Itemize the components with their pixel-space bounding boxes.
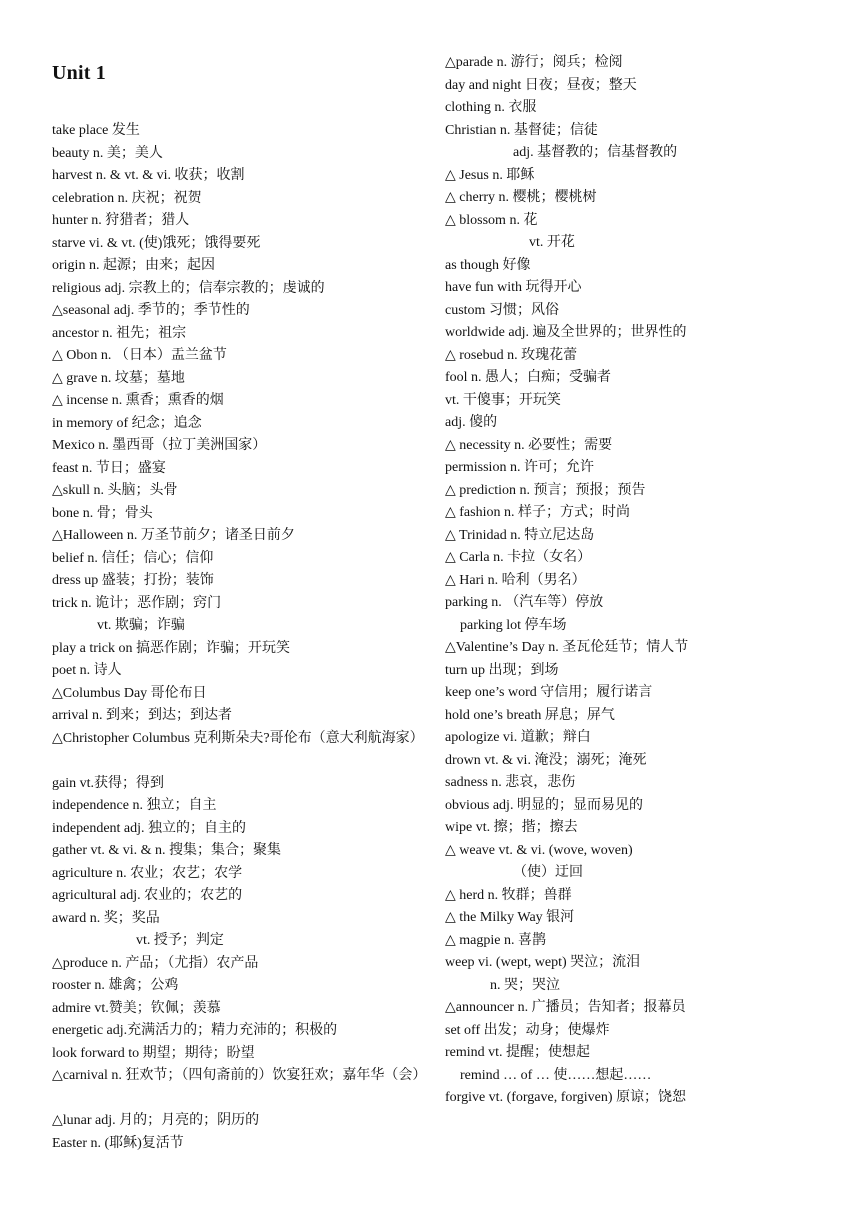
vocab-entry: △ Trinidad n. 特立尼达岛: [445, 527, 595, 543]
vocab-entry: clothing n. 衣服: [445, 100, 537, 115]
unit-title: Unit 1: [52, 62, 106, 84]
vocab-entry: independence n. 独立；自主: [52, 798, 217, 813]
vocab-entry: forgive vt. (forgave, forgiven) 原谅；饶恕: [445, 1090, 687, 1105]
vocab-entry: hunter n. 狩猎者；猎人: [52, 213, 190, 228]
vocab-entry: remind … of … 使……想起……: [460, 1067, 652, 1083]
vocab-entry: admire vt.赞美；钦佩；羡慕: [52, 1000, 221, 1016]
vocab-entry: play a trick on 搞恶作剧；诈骗；开玩笑: [52, 640, 290, 656]
vocab-entry: obvious adj. 明显的；显而易见的: [445, 797, 643, 813]
vocab-entry: △ weave vt. & vi. (wove, woven): [445, 842, 633, 858]
vocab-entry: vt. 开花: [529, 235, 575, 250]
vocab-entry: vt. 干傻事；开玩笑: [445, 392, 561, 408]
vocab-entry: △lunar adj. 月的；月亮的；阴历的: [52, 1113, 260, 1128]
vocab-entry: have fun with 玩得开心: [445, 280, 582, 295]
vocab-entry: vt. 授予；判定: [136, 933, 224, 948]
vocab-entry: parking lot 停车场: [460, 617, 567, 633]
vocab-entry: energetic adj.充满活力的；精力充沛的；积极的: [52, 1023, 338, 1038]
vocab-entry: adj. 基督教的；信基督教的: [513, 145, 678, 160]
vocab-entry: award n. 奖；奖品: [52, 910, 160, 926]
vocab-entry: ancestor n. 祖先；祖宗: [52, 325, 187, 341]
vocab-entry: keep one’s word 守信用；履行诺言: [445, 685, 653, 700]
vocab-entry: △carnival n. 狂欢节；（四旬斋前的）饮宴狂欢；嘉年华（会）: [52, 1068, 427, 1083]
vocab-entry: △Valentine’s Day n. 圣瓦伦廷节；情人节: [445, 640, 689, 655]
vocab-entry: parking n. （汽车等）停放: [445, 595, 604, 610]
vocab-entry: △ necessity n. 必要性；需要: [445, 437, 613, 453]
vocab-entry: independent adj. 独立的；自主的: [52, 820, 247, 836]
vocab-entry: weep vi. (wept, wept) 哭泣；流泪: [445, 955, 641, 970]
vocab-entry: △skull n. 头脑；头骨: [52, 483, 178, 498]
vocab-entry: gather vt. & vi. & n. 搜集；集合；聚集: [52, 843, 282, 858]
vocab-entry: in memory of 纪念；追念: [52, 415, 202, 431]
vocab-entry: agricultural adj. 农业的；农艺的: [52, 888, 243, 903]
vocab-entry: hold one’s breath 屏息；屏气: [445, 707, 615, 723]
vocab-entry: n. 哭；哭泣: [490, 977, 560, 993]
vocab-entry: look forward to 期望；期待；盼望: [52, 1045, 255, 1061]
vocab-entry: △ fashion n. 样子；方式；时尚: [445, 505, 630, 520]
vocab-entry: trick n. 诡计；恶作剧；窍门: [52, 595, 222, 611]
vocab-entry: gain vt.获得；得到: [52, 775, 164, 791]
vocab-entry: △ cherry n. 樱桃；樱桃树: [445, 190, 597, 205]
vocab-entry: starve vi. & vt. (使)饿死；饿得要死: [52, 235, 261, 251]
vocab-entry: sadness n. 悲哀，悲伤: [445, 775, 576, 790]
vocab-entry: △ Jesus n. 耶稣: [445, 167, 535, 183]
vocab-entry: bone n. 骨；骨头: [52, 505, 153, 521]
vocab-entry: △Christopher Columbus 克利斯朵夫?哥伦布（意大利航海家）: [52, 730, 424, 746]
vocab-entry: △ Obon n. （日本）盂兰盆节: [52, 348, 227, 363]
vocab-entry: △ Hari n. 哈利（男名）: [445, 572, 586, 588]
vocab-entry: beauty n. 美；美人: [52, 145, 163, 161]
vocab-entry: arrival n. 到来；到达；到达者: [52, 708, 233, 723]
vocab-entry: take place 发生: [52, 123, 140, 138]
vocab-entry: poet n. 诗人: [52, 663, 122, 678]
vocab-entry: △ grave n. 坟墓；墓地: [52, 370, 185, 386]
vocab-entry: religious adj. 宗教上的；信奉宗教的；虔诚的: [52, 280, 325, 296]
vocab-entry: △produce n. 产品；（尤指）农产品: [52, 955, 259, 971]
vocab-entry: △Columbus Day 哥伦布日: [52, 685, 207, 701]
vocab-entry: remind vt. 提醒；使想起: [445, 1045, 591, 1060]
vocab-entry: △Halloween n. 万圣节前夕；诸圣日前夕: [52, 528, 295, 543]
vocab-entry: vt. 欺骗；诈骗: [97, 618, 185, 633]
vocab-entry: agriculture n. 农业；农艺；农学: [52, 865, 243, 881]
vocab-entry: dress up 盛装；打扮；装饰: [52, 573, 214, 588]
vocab-entry: △seasonal adj. 季节的；季节性的: [52, 303, 250, 318]
vocab-entry: turn up 出现；到场: [445, 662, 559, 678]
vocab-entry: △ Carla n. 卡拉（女名）: [445, 550, 592, 565]
vocab-entry: △ rosebud n. 玫瑰花蕾: [445, 347, 578, 363]
vocab-entry: celebration n. 庆祝；祝贺: [52, 190, 202, 206]
vocab-entry: adj. 傻的: [445, 415, 498, 430]
vocab-entry: feast n. 节日；盛宴: [52, 460, 166, 476]
vocab-entry: rooster n. 雄禽；公鸡: [52, 978, 179, 993]
vocab-entry: origin n. 起源；由来；起因: [52, 258, 215, 273]
vocab-entry: apologize vi. 道歉；辩白: [445, 730, 591, 745]
vocab-entry: △ blossom n. 花: [445, 212, 538, 228]
vocab-entry: △parade n. 游行；阅兵；检阅: [445, 55, 623, 70]
vocab-entry: △ incense n. 熏香；熏香的烟: [52, 393, 224, 408]
vocab-entry: belief n. 信任；信心；信仰: [52, 550, 214, 566]
vocab-entry: custom 习惯；风俗: [445, 302, 559, 318]
vocab-entry: △ herd n. 牧群；兽群: [445, 887, 572, 903]
vocab-entry: set off 出发；动身；使爆炸: [445, 1022, 610, 1038]
vocab-entry: Mexico n. 墨西哥（拉丁美洲国家）: [52, 438, 267, 453]
vocab-entry: as though 好像: [445, 257, 531, 273]
vocab-entry: △ magpie n. 喜鹊: [445, 932, 546, 948]
vocab-entry: drown vt. & vi. 淹没；溺死；淹死: [445, 752, 647, 768]
vocab-entry: Easter n. (耶稣)复活节: [52, 1135, 184, 1151]
vocab-entry: wipe vt. 擦；揩；擦去: [445, 820, 578, 835]
vocab-entry: △announcer n. 广播员；告知者；报幕员: [445, 1000, 686, 1015]
vocab-entry: （使）迂回: [513, 865, 583, 880]
vocab-entry: worldwide adj. 遍及全世界的；世界性的: [445, 325, 687, 340]
vocab-entry: △ prediction n. 预言；预报；预告: [445, 482, 646, 498]
vocab-entry: Christian n. 基督徒；信徒: [445, 122, 598, 138]
vocab-entry: harvest n. & vt. & vi. 收获；收割: [52, 168, 245, 183]
vocab-entry: permission n. 许可；允许: [445, 460, 594, 475]
vocab-entry: △ the Milky Way 银河: [445, 910, 575, 925]
vocab-entry: fool n. 愚人；白痴；受骗者: [445, 370, 612, 385]
vocab-entry: day and night 日夜；昼夜；整天: [445, 77, 637, 93]
